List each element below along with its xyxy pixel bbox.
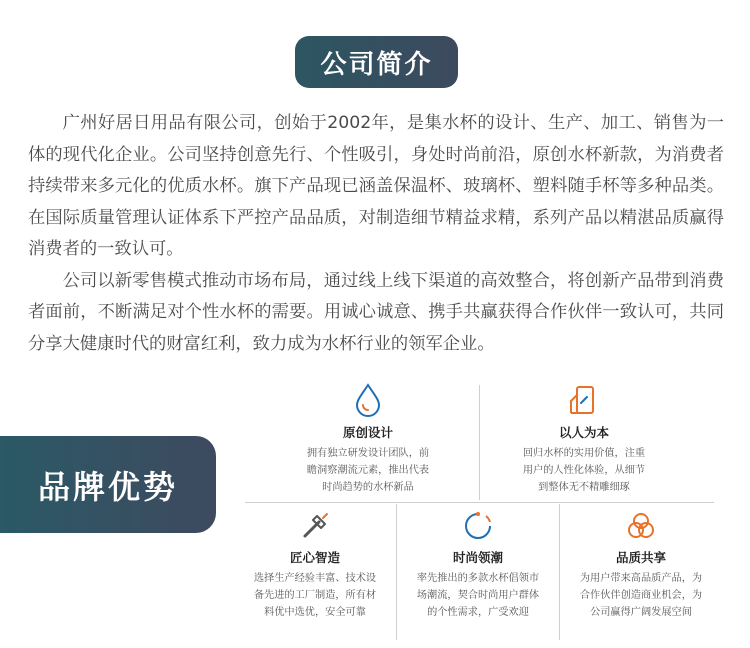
brand-item-original-design: [284, 383, 452, 496]
brand-item-title: 匠心智造: [289, 550, 340, 565]
droplet-icon: [352, 383, 384, 417]
brand-item-desc: 回归水杯的实用价值，注重 用户的人性化体验，从细节 到整体无不精雕细琢: [522, 448, 646, 493]
brand-item-quality-sharing: [566, 510, 716, 621]
brand-item-desc: 拥有独立研发设计团队，前 瞻洞察潮流元素，推出代表 时尚趋势的水杯新品: [306, 448, 430, 493]
brand-advantage-title: 品牌优势: [0, 436, 216, 533]
company-intro-title: 公司简介: [295, 36, 458, 88]
intro-paragraph: 广州好居日用品有限公司，创始于2002年，是集水杯的设计、生产、加工、销售为一体的现代化企业。公司坚持创意先行、个性吸引，身处时尚前沿，原创水杯新款，为消费者持续带来多元化的优质水杯。旗下产品现已涵盖保温杯、玻璃杯、塑料随手杯等多种品类。在国际质量管理认证体系下严控产品品质，对制造细节精益求精，系列产品以精湛品质赢得消费者的一致认可。: [28, 113, 724, 259]
phone-hand-icon: [568, 383, 600, 417]
vertical-divider: [396, 504, 397, 640]
brand-item-desc: 为用户带来高品质产品，为 合作伙伴创造商业机会，为 公司赢得广阔发展空间: [579, 573, 703, 618]
intro-paragraph: 公司以新零售模式推动市场布局，通过线上线下渠道的高效整合，将创新产品带到消费者面前，不断满足对个性水杯的需要。用诚心诚意、携手共赢获得合作伙伴一致认可，共同分享大健康时代的财富红利，致力成为水杯行业的领军企业。: [28, 270, 724, 354]
company-intro-text: [28, 108, 724, 360]
brand-item-title: 品质共享: [615, 550, 666, 565]
tools-icon: [299, 510, 331, 542]
brand-item-title: 时尚领潮: [452, 550, 503, 565]
brand-item-fashion-trend: [402, 510, 554, 621]
vertical-divider: [559, 504, 560, 640]
vertical-divider: [479, 385, 480, 500]
brand-item-user-centered: [500, 383, 668, 496]
brand-item-title: 原创设计: [342, 425, 393, 440]
trend-circle-icon: [462, 510, 494, 542]
rings-icon: [625, 510, 657, 542]
brand-item-desc: 率先推出的多款水杯倡领市 场潮流，契合时尚用户群体 的个性需求，广受欢迎: [416, 573, 540, 618]
brand-item-craftsmanship: [240, 510, 390, 621]
brand-item-desc: 选择生产经验丰富、技术设 备先进的工厂制造，所有材 料优中选优，安全可靠: [253, 573, 377, 618]
brand-item-title: 以人为本: [558, 425, 609, 440]
horizontal-divider: [245, 502, 714, 503]
